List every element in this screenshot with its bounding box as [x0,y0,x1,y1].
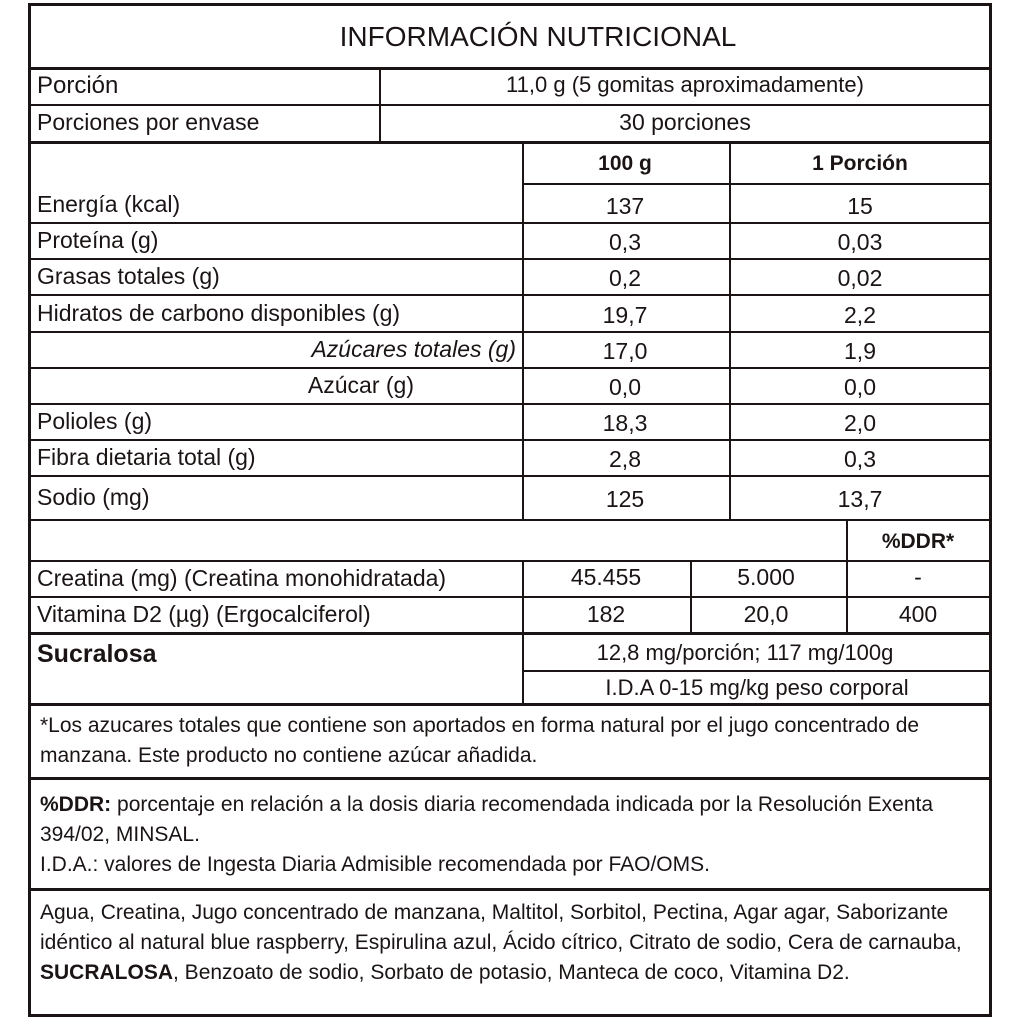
ddr-term: %DDR: [40,793,112,816]
nutrient-name-fibra: Fibra dietaria total (g) [37,444,256,470]
nutrient-name-proteina: Proteína (g) [37,227,159,253]
rule-extras-divider-1 [522,560,524,703]
nutrient-100g-energia: 137 [605,193,645,219]
nutrient-name-energia: Energía (kcal) [37,191,181,217]
rule-row-vitamina [28,632,992,635]
rule-col-divider-1 [522,141,524,519]
extra-100g-vitamina-d2: 182 [586,601,626,627]
col-header-ddr: %DDR* [881,530,955,553]
rule-row-grasas [28,294,992,296]
rule-row-fibra [28,475,992,477]
nutrient-portion-energia: 15 [847,193,873,219]
nutrient-100g-hidratos: 19,7 [602,302,648,328]
nutrient-100g-sodio: 125 [605,486,645,512]
ingredients-highlight: SUCRALOSA [40,961,174,984]
rule-row-hidratos [28,331,992,333]
nutrient-name-azucares-totales: Azúcares totales (g) [311,336,516,362]
rule-footnote-bottom [28,777,992,780]
nutrient-name-grasas: Grasas totales (g) [37,263,220,289]
rule-ddr-note-bottom [28,888,992,891]
porcion-value: 11,0 g (5 gomitas aproximadamente) [506,72,864,97]
nutrient-name-azucar: Azúcar (g) [307,372,414,398]
rule-extras-divider-3 [846,519,848,632]
sucralosa-label: Sucralosa [37,640,157,668]
porciones-value: 30 porciones [619,109,751,135]
extra-ddr-vitamina-d2: 400 [898,601,938,627]
rule-col-headers [522,183,992,185]
nutrient-portion-azucares-totales: 1,9 [844,338,876,364]
nutrient-100g-fibra: 2,8 [609,446,641,472]
nutrient-name-polioles: Polioles (g) [37,408,153,434]
rule-row-azucar [28,403,992,405]
extra-portion-creatina: 5.000 [737,564,795,590]
col-header-100g: 100 g [598,152,652,175]
nutrient-100g-azucares-totales: 17,0 [602,338,648,364]
nutrient-name-hidratos: Hidratos de carbono disponibles (g) [37,300,401,326]
rule-row-energia [28,222,992,224]
extra-100g-creatina: 45.455 [570,564,642,590]
rule-porciones [28,141,992,144]
rule-row-azucares-totales [28,367,992,369]
rule-porcion [28,104,992,106]
sucralosa-amount: 12,8 mg/porción; 117 mg/100g [596,640,894,665]
nutrient-name-sodio: Sodio (mg) [37,484,150,510]
rule-row-proteina [28,258,992,260]
nutrient-portion-fibra: 0,3 [844,446,876,472]
rule-col-divider-2 [729,141,731,519]
ingredients-text-after: , Benzoato de sodio, Sorbato de potasio, Manteca de coco, Vitamina D2. [173,961,850,984]
rule-sucralosa-mid [522,670,992,672]
nutrient-100g-grasas: 0,2 [609,265,641,291]
extra-portion-vitamina-d2: 20,0 [743,601,789,627]
rule-extras-divider-2 [690,560,692,632]
nutrient-portion-grasas: 0,02 [837,265,883,291]
ddr-note [40,790,985,850]
nutrient-portion-polioles: 2,0 [844,410,876,436]
col-header-portion: 1 Porción [812,152,908,175]
rule-serving-divider [379,67,381,141]
rule-sucralosa-bottom [28,703,992,706]
nutrient-portion-sodio: 13,7 [837,486,883,512]
nutrient-100g-proteina: 0,3 [609,229,641,255]
rule-title [28,67,992,70]
nutrient-portion-proteina: 0,03 [837,229,883,255]
extra-name-creatina: Creatina (mg) (Creatina monohidratada) [37,565,447,591]
nutrient-100g-azucar: 0,0 [609,374,641,400]
ida-note: I.D.A.: valores de Ingesta Diaria Admisible recomendada por FAO/OMS. [40,853,710,876]
rule-row-polioles [28,439,992,441]
nutrient-100g-polioles: 18,3 [602,410,648,436]
azucares-footnote: *Los azucares totales que contiene son aportados en forma natural por el jugo concentrado de manzana. Este producto no contiene azúcar añadida. [40,714,920,767]
ddr-definition: porcentaje en relación a la dosis diaria recomendada indicada por la Resolución Exenta 394/02, MINSAL. [40,793,934,846]
sucralosa-ida: I.D.A 0-15 mg/kg peso corporal [605,675,909,700]
porcion-label: Porción [37,72,119,99]
extra-ddr-creatina: - [914,564,922,590]
ingredients-text-before: Agua, Creatina, Jugo concentrado de manzana, Maltitol, Sorbitol, Pectina, Agar agar, Saborizante idéntico al natural blue raspberry, Espirulina azul, Ácido cítrico, Citrato de sodio, Cera de carnauba, [40,901,962,954]
porciones-label: Porciones por envase [37,109,260,135]
panel-title: INFORMACIÓN NUTRICIONAL [339,21,737,52]
nutrient-portion-azucar: 0,0 [844,374,876,400]
extra-name-vitamina-d2: Vitamina D2 (µg) (Ergocalciferol) [37,601,371,627]
nutrient-portion-hidratos: 2,2 [844,302,876,328]
ingredients-list [40,898,985,988]
